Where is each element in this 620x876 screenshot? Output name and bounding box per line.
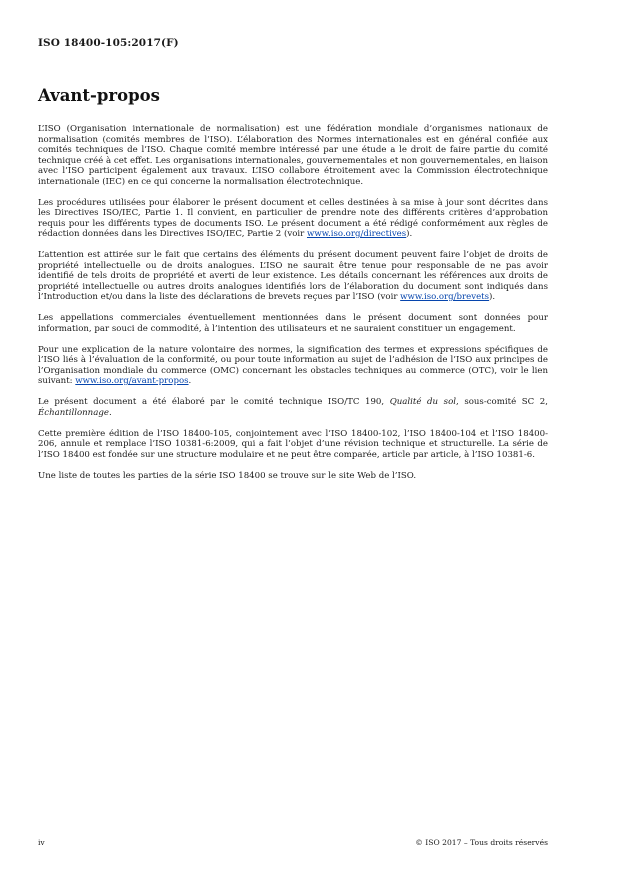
committee-title: Qualité du sol — [389, 397, 456, 407]
paragraph-iso-organization: L’ISO (Organisation internationale de normalisation) est une fédération mondiale d’organismes nationaux de normalisation (comités membres de l’ISO). L’élaboration des Normes internationales est en général confiée aux comités techniques de l’ISO. Chaque comité membre intéressé par une étude a le droit de faire partie du comité technique créé à cet effet. Les organisations internationales, gouvernementales et non gouvernementales, en liaison avec l’ISO participent également aux travaux. L’ISO collabore étroitement avec la Commission électrotechnique internationale (IEC) en ce qui concerne la normalisation électrotechnique. — [38, 124, 548, 187]
patents-link[interactable]: www.iso.org/brevets — [400, 292, 490, 302]
paragraph-edition: Cette première édition de l’ISO 18400-105, conjointement avec l’ISO 18400-102, l’ISO 18400-104 et l’ISO 18400-206, annule et remplace l’ISO 10381-6:2009, qui a fait l’objet d’une révision technique et structurelle. La série de l’ISO 18400 est fondée sur une structure modulaire et ne peut être comparée, article par article, à l’ISO 10381-6. — [38, 428, 548, 460]
paragraph-text: , sous-comité SC 2, — [456, 397, 548, 407]
paragraph-text: Les procédures utilisées pour élaborer le présent document et celles destinées à sa mise à jour sont décrites dans les Directives ISO/IEC, Partie 1. Il convient, en particulier de prendre note des différents critères d’approbation requis pour les différents types de documents ISO. Le présent document a été rédigé conformément aux règles de rédaction données dans les Directives ISO/IEC, Partie 2 (voir — [38, 197, 548, 239]
paragraph-text: L’attention est attirée sur le fait que certains des éléments du présent document peuvent faire l’objet de droits de propriété intellectuelle ou de droits analogues. L’ISO ne saurait être tenue pour responsable de ne pas avoir identifié de tels droits de propriété et averti de leur existence. Les détails concernant les références aux droits de propriété intellectuelle ou autres droits analogues identifiés lors de l’élaboration du document sont indiqués dans l’Introduction et/ou dans la liste des déclarations de brevets reçues par l’ISO (voir — [38, 250, 548, 302]
paragraph-text: Pour une explication de la nature volontaire des normes, la signification des termes et expressions spécifiques de l’ISO liés à l’évaluation de la conformité, ou pour toute information au sujet de l’adhésion de l’ISO aux principes de l’Organisation mondiale du commerce (OMC) concernant les obstacles techniques au commerce (OTC), voir le lien suivant: — [38, 344, 548, 386]
paragraph-patents — [38, 250, 548, 303]
foreword-body — [38, 124, 548, 492]
copyright-notice: © ISO 2017 – Tous droits réservés — [415, 838, 548, 847]
paragraph-text: ). — [489, 292, 496, 302]
paragraph-procedures — [38, 198, 548, 240]
section-title: Avant-propos — [38, 86, 160, 105]
subcommittee-title: Échantillonnage — [38, 407, 109, 418]
page-number: iv — [38, 838, 45, 847]
paragraph-text: . — [188, 376, 192, 386]
paragraph-voluntary-nature — [38, 345, 548, 387]
foreword-link[interactable]: www.iso.org/avant-propos — [75, 376, 189, 386]
page-footer — [38, 838, 548, 847]
paragraph-text: . — [108, 407, 112, 418]
directives-link[interactable]: www.iso.org/directives — [306, 229, 407, 239]
paragraph-series-list: Une liste de toutes les parties de la série ISO 18400 se trouve sur le site Web de l’ISO. — [38, 470, 417, 481]
paragraph-committee — [38, 397, 548, 418]
paragraph-text: Le présent document a été élaboré par le comité technique ISO/TC 190, — [38, 397, 390, 407]
paragraph-trade-names: Les appellations commerciales éventuellement mentionnées dans le présent document sont données pour information, par souci de commodité, à l’intention des utilisateurs et ne sauraient constituer un engagement. — [38, 313, 548, 334]
paragraph-text: ). — [406, 229, 413, 239]
document-identifier: ISO 18400-105:2017(F) — [38, 37, 179, 49]
